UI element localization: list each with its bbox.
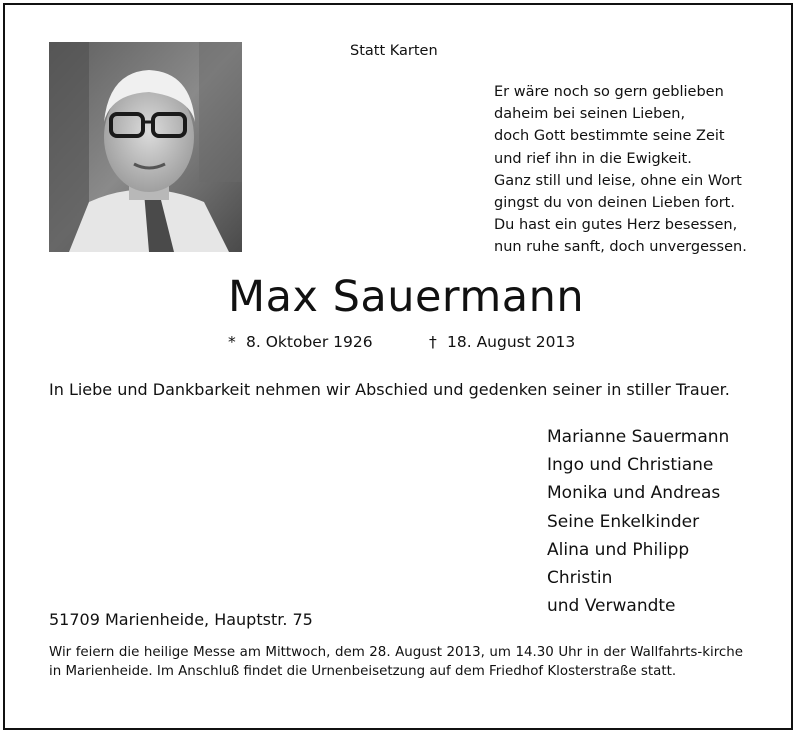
death-date: 18. August 2013 <box>447 333 576 351</box>
portrait-image <box>49 42 242 252</box>
poem <box>494 81 747 259</box>
poem-line: nun ruhe sanft, doch unvergessen. <box>494 239 747 256</box>
mourner-item: Marianne Sauermann <box>547 427 730 447</box>
poem-line: Ganz still und leise, ohne ein Wort <box>494 172 742 189</box>
mourner-item: Seine Enkelkinder <box>547 511 700 532</box>
poem-line: Er wäre noch so gern geblieben <box>494 84 724 100</box>
deceased-name: Max Sauermann <box>228 272 585 322</box>
death-cross-icon: † <box>429 333 437 351</box>
dedication-text: In Liebe und Dankbarkeit nehmen wir Abschied und gedenken seiner in stiller Trauer. <box>49 380 730 399</box>
birth-date: 8. Oktober 1926 <box>246 333 373 351</box>
mourner-item: Monika und Andreas <box>547 483 721 504</box>
header-statt-karten: Statt Karten <box>350 43 438 59</box>
birth-line <box>228 333 373 351</box>
poem-line: und rief ihn in die Ewigkeit. <box>494 150 692 167</box>
poem-line: gingst du von deinen Lieben fort. <box>494 195 735 212</box>
birth-star-icon: * <box>228 333 236 351</box>
poem-line: Du hast ein gutes Herz besessen, <box>494 217 738 234</box>
portrait-photo <box>49 42 242 252</box>
family-address: 51709 Marienheide, Hauptstr. 75 <box>49 610 313 629</box>
mourner-item: Alina und Philipp <box>547 539 690 560</box>
mourner-item: Ingo und Christiane <box>547 455 714 476</box>
poem-line: doch Gott bestimmte seine Zeit <box>494 128 725 145</box>
poem-line: daheim bei seinen Lieben, <box>494 106 686 123</box>
mourner-item: und Verwandte <box>547 596 676 617</box>
mourners-list <box>547 423 729 620</box>
service-info: Wir feiern die heilige Messe am Mittwoch, dem 28. August 2013, um 14.30 Uhr in der Wallfahrts-kirche in Marienheide. Im Anschluß findet die Urnenbeisetzung auf dem Friedhof Klosterstraße statt. <box>49 645 743 679</box>
mourner-item: Christin <box>547 568 613 589</box>
death-line <box>429 333 575 351</box>
